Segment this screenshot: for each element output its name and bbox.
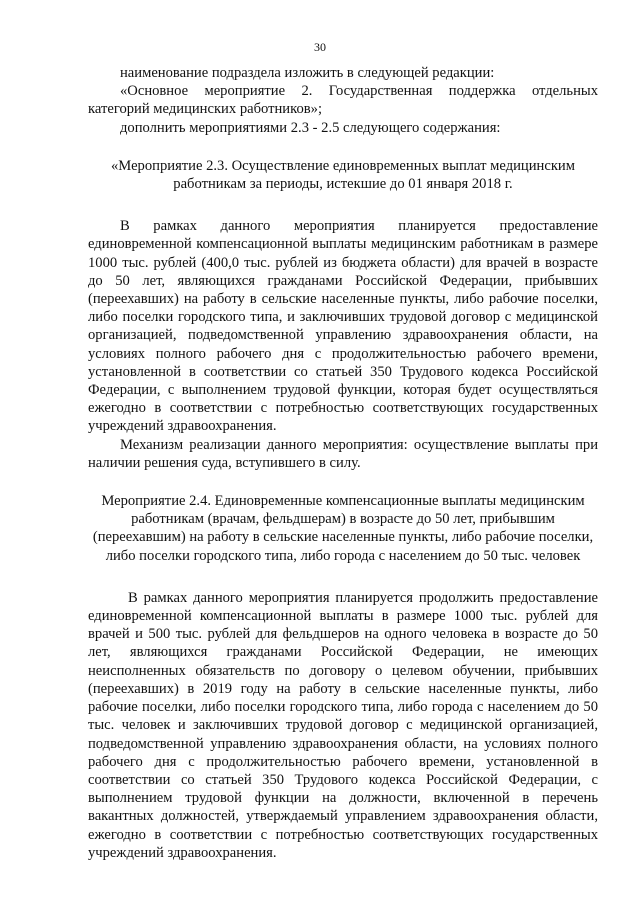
measure-2-3-heading: «Мероприятие 2.3. Осуществление единовременных выплат медицинским работникам за периоды, истекшие до 01 января 2018 г. [111,157,575,193]
intro-line-1: наименование подраздела изложить в следующей редакции: [120,65,495,81]
intro-line-3: дополнить мероприятиями 2.3 - 2.5 следующего содержания: [120,119,501,136]
measure-2-4-paragraph-1: В рамках данного мероприятия планируется продолжить предоставление единовременной компенсационной выплаты в размере 1000 тыс. рублей для врачей и 500 тыс. рублей для фельдшеров на одного человека в возрасте до 50 лет, являющихся гражданами Российской Федерации, не имеющих неисполненных обязательств по договору о целевом обучении, прибывших (переехавших) в 2019 году на работу в сельские населенные пункты, либо рабочие поселки, либо поселки городского типа, либо города с населением до 50 тыс. человек и заключивших трудовой договор с медицинской организацией, подведомственной управлению здравоохранения области, на условиях полного рабочего дня с продолжительностью рабочего времени, установленной в соответствии со статьей 350 Трудового кодекса Российской Федерации, с выполнением трудовой функции на должности, включенной в перечень вакантных должностей, утверждаемый управлением здравоохранения области, ежегодно в соответствии с потребностью соответствующих государственных учреждений здравоохранения. [88,589,598,861]
document-body [88,64,598,862]
measure-2-3-paragraph-1: В рамках данного мероприятия планируется предоставление единовременной компенсационной выплаты медицинским работникам в размере 1000 тыс. рублей (400,0 тыс. рублей из бюджета области) для врачей в возрасте до 50 лет, являющихся гражданами Российской Федерации, прибывших (переехавших) на работу в сельские населенные пункты, либо рабочие поселки, либо поселки городского типа, и заключивших трудовой договор с медицинской организацией, подведомственной управлению здравоохранения области, на условиях полного рабочего дня с продолжительностью рабочего времени, установленной в соответствии со статьей 350 Трудового кодекса Российской Федерации, с выполнением трудовой функции, которая будет осуществляться ежегодно в соответствии с потребностью соответствующих государственных учреждений здравоохранения. [88,218,598,435]
measure-2-4-heading: Мероприятие 2.4. Единовременные компенсационные выплаты медицинским работникам (врачам, фельдшерам) в возрасте до 50 лет, прибывшим (переехавшим) на работу в сельские населенные пункты, либо рабочие поселки, либо поселки городского типа, либо города с населением до 50 тыс. человек [92,493,594,564]
page-number: 30 [314,40,326,54]
intro-line-2: «Основное мероприятие 2. Государственная поддержка отдельных категорий медицинских работников»; [88,83,598,118]
measure-2-3-paragraph-2: Механизм реализации данного мероприятия: осуществление выплаты при наличии решения суда, вступившего в силу. [88,436,598,471]
